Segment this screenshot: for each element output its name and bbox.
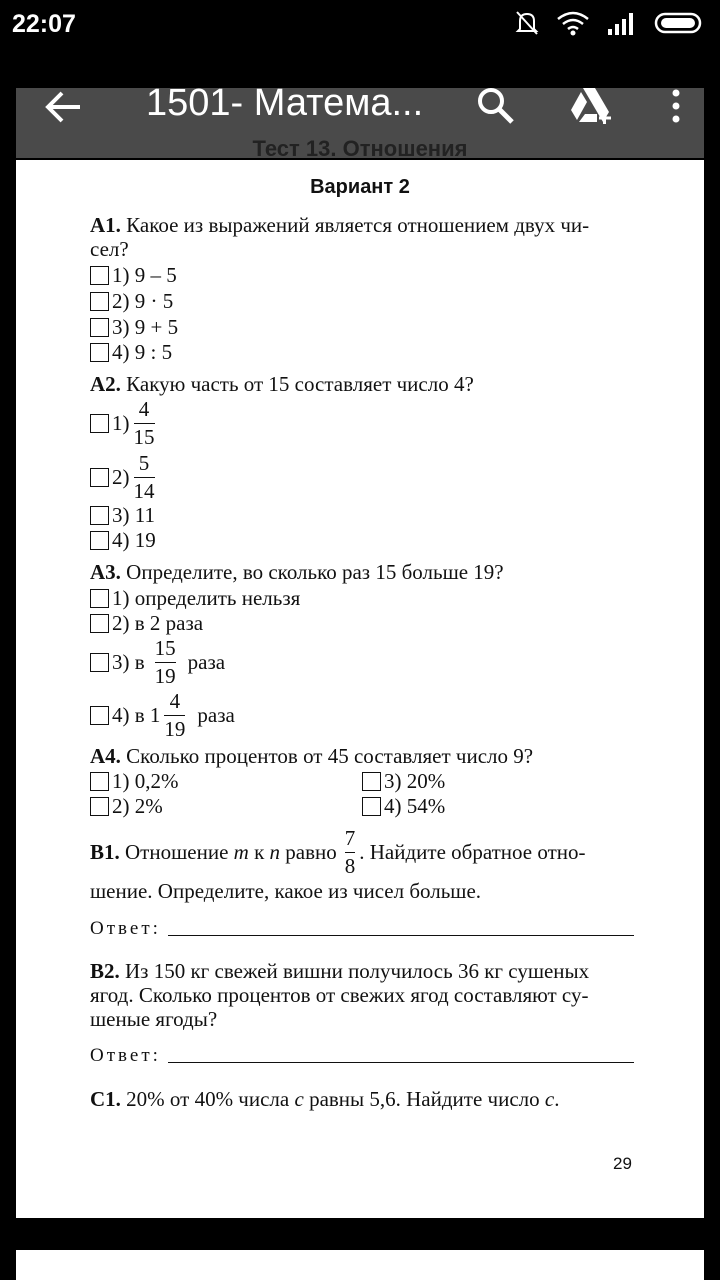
option-label: 2) bbox=[112, 465, 130, 490]
checkbox[interactable] bbox=[90, 653, 109, 672]
option-a1-3[interactable] bbox=[90, 315, 178, 339]
checkbox[interactable] bbox=[90, 614, 109, 633]
variable: c bbox=[294, 1087, 304, 1111]
option-label: 4) 54% bbox=[384, 794, 446, 818]
signal-icon bbox=[606, 9, 638, 37]
question-number: С1. bbox=[90, 1087, 121, 1111]
checkbox[interactable] bbox=[90, 468, 109, 487]
option-label: 1) bbox=[112, 411, 130, 436]
option-a1-2[interactable] bbox=[90, 289, 173, 313]
option-a1-1[interactable] bbox=[90, 263, 177, 287]
option-a4-4[interactable] bbox=[362, 794, 445, 818]
fraction bbox=[155, 636, 176, 688]
checkbox[interactable] bbox=[362, 772, 381, 791]
question-text: Отношение bbox=[125, 840, 229, 865]
option-label: 3) 9 + 5 bbox=[112, 315, 179, 339]
numerator: 4 bbox=[169, 689, 181, 713]
checkbox[interactable] bbox=[90, 343, 109, 362]
denominator: 15 bbox=[133, 425, 155, 450]
question-text: Сколько процентов от 45 составляет число 9? bbox=[126, 744, 534, 768]
denominator: 19 bbox=[164, 717, 186, 742]
add-to-drive-icon[interactable] bbox=[569, 86, 615, 126]
question-b1 bbox=[90, 826, 650, 878]
answer-line[interactable] bbox=[168, 1062, 634, 1063]
page-number: 29 bbox=[613, 1154, 632, 1173]
fraction bbox=[164, 689, 185, 741]
checkbox[interactable] bbox=[90, 772, 109, 791]
question-a1 bbox=[90, 213, 650, 261]
question-text: . bbox=[554, 1087, 560, 1111]
fraction bbox=[345, 826, 356, 878]
option-label: 4) 19 bbox=[112, 528, 156, 552]
question-text: Какое из выражений является отношением двух чи- bbox=[126, 213, 590, 237]
question-text: сел? bbox=[90, 237, 129, 261]
answer-label: Ответ: bbox=[90, 1045, 161, 1066]
checkbox[interactable] bbox=[362, 797, 381, 816]
numerator: 5 bbox=[138, 451, 150, 475]
option-label: 1) 0,2% bbox=[112, 769, 179, 793]
numerator: 15 bbox=[154, 636, 176, 660]
option-a1-4[interactable] bbox=[90, 340, 172, 364]
question-text: 20% от 40% числа bbox=[126, 1087, 290, 1111]
fraction-bar bbox=[345, 852, 356, 853]
question-b1-line2: шение. Определите, какое из чисел больше. bbox=[90, 879, 482, 903]
answer-line[interactable] bbox=[168, 935, 634, 936]
option-a3-3[interactable] bbox=[90, 636, 225, 688]
option-label: 2) 9 · 5 bbox=[112, 289, 174, 313]
numerator: 4 bbox=[138, 397, 150, 421]
option-label: 2) в 2 раза bbox=[112, 611, 204, 635]
numerator: 7 bbox=[344, 826, 356, 850]
question-text: ягод. Сколько процентов от свежих ягод составляют су- bbox=[90, 983, 589, 1007]
checkbox[interactable] bbox=[90, 414, 109, 433]
checkbox[interactable] bbox=[90, 706, 109, 725]
more-options-icon[interactable] bbox=[666, 88, 686, 124]
checkbox[interactable] bbox=[90, 589, 109, 608]
option-label: 4) 9 : 5 bbox=[112, 340, 173, 364]
fraction-bar bbox=[155, 662, 176, 663]
option-label: раза bbox=[187, 650, 226, 675]
checkbox[interactable] bbox=[90, 506, 109, 525]
option-a2-2[interactable] bbox=[90, 451, 159, 503]
denominator: 14 bbox=[133, 479, 155, 504]
question-text: Какую часть от 15 составляет число 4? bbox=[126, 372, 474, 396]
checkbox[interactable] bbox=[90, 292, 109, 311]
option-a4-3[interactable] bbox=[362, 769, 445, 793]
option-label: 1) определить нельзя bbox=[112, 586, 301, 610]
question-text: Определите, во сколько раз 15 больше 19? bbox=[126, 560, 504, 584]
document-title: 1501- Матема... bbox=[146, 82, 424, 124]
option-label: 2) 2% bbox=[112, 794, 163, 818]
question-text: равны 5,6. Найдите число bbox=[309, 1087, 540, 1111]
next-page-edge bbox=[16, 1250, 704, 1280]
option-a2-3[interactable] bbox=[90, 503, 155, 527]
search-icon[interactable] bbox=[476, 86, 516, 126]
fraction-bar bbox=[134, 477, 155, 478]
option-label: 3) в bbox=[112, 650, 145, 675]
variable: n bbox=[269, 840, 281, 865]
fraction-bar bbox=[164, 715, 185, 716]
question-number: В1. bbox=[90, 840, 120, 865]
option-a4-2[interactable] bbox=[90, 794, 163, 818]
option-label: 3) 20% bbox=[384, 769, 446, 793]
checkbox[interactable] bbox=[90, 266, 109, 285]
question-b2 bbox=[90, 959, 650, 1031]
question-c1 bbox=[90, 1087, 650, 1111]
status-time: 22:07 bbox=[12, 10, 76, 38]
question-number: А1. bbox=[90, 213, 121, 237]
option-label: раза bbox=[197, 703, 235, 728]
question-text: шеные ягоды? bbox=[90, 1007, 218, 1031]
document-page bbox=[16, 160, 704, 1218]
denominator: 19 bbox=[154, 664, 176, 689]
question-a2 bbox=[90, 372, 650, 396]
option-label: 1) 9 – 5 bbox=[112, 263, 177, 287]
option-a4-1[interactable] bbox=[90, 769, 179, 793]
option-label: 3) 11 bbox=[112, 503, 155, 527]
variable: m bbox=[233, 840, 249, 865]
question-a3 bbox=[90, 560, 650, 584]
question-number: В2. bbox=[90, 959, 120, 983]
option-a2-1[interactable] bbox=[90, 397, 159, 449]
question-a4 bbox=[90, 744, 650, 768]
answer-label: Ответ: bbox=[90, 918, 161, 939]
notifications-off-icon bbox=[514, 9, 540, 37]
status-icons bbox=[514, 9, 706, 37]
question-number: А4. bbox=[90, 744, 121, 768]
status-bar bbox=[0, 0, 720, 50]
question-text: . Найдите обратное отно- bbox=[359, 840, 586, 865]
option-a3-2[interactable] bbox=[90, 611, 203, 635]
question-text: равно bbox=[285, 840, 337, 865]
question-number: А3. bbox=[90, 560, 121, 584]
question-text: Из 150 кг свежей вишни получилось 36 кг сушеных bbox=[125, 959, 590, 983]
wifi-icon bbox=[556, 9, 590, 37]
option-a3-4[interactable] bbox=[90, 689, 235, 741]
checkbox[interactable] bbox=[90, 531, 109, 550]
variant-heading: Вариант 2 bbox=[310, 176, 410, 198]
checkbox[interactable] bbox=[90, 797, 109, 816]
denominator: 8 bbox=[344, 854, 356, 879]
fraction bbox=[134, 451, 155, 503]
fraction-bar bbox=[134, 423, 155, 424]
page-header-partial: Тест 13. Отношения bbox=[252, 138, 468, 160]
fraction bbox=[134, 397, 155, 449]
option-a2-4[interactable] bbox=[90, 528, 156, 552]
variable: c bbox=[544, 1087, 555, 1111]
question-number: А2. bbox=[90, 372, 121, 396]
question-text: к bbox=[254, 840, 265, 865]
back-arrow-icon[interactable] bbox=[44, 88, 84, 126]
option-a3-1[interactable] bbox=[90, 586, 300, 610]
option-label: 4) в 1 bbox=[112, 703, 161, 728]
checkbox[interactable] bbox=[90, 318, 109, 337]
battery-icon bbox=[654, 9, 706, 37]
